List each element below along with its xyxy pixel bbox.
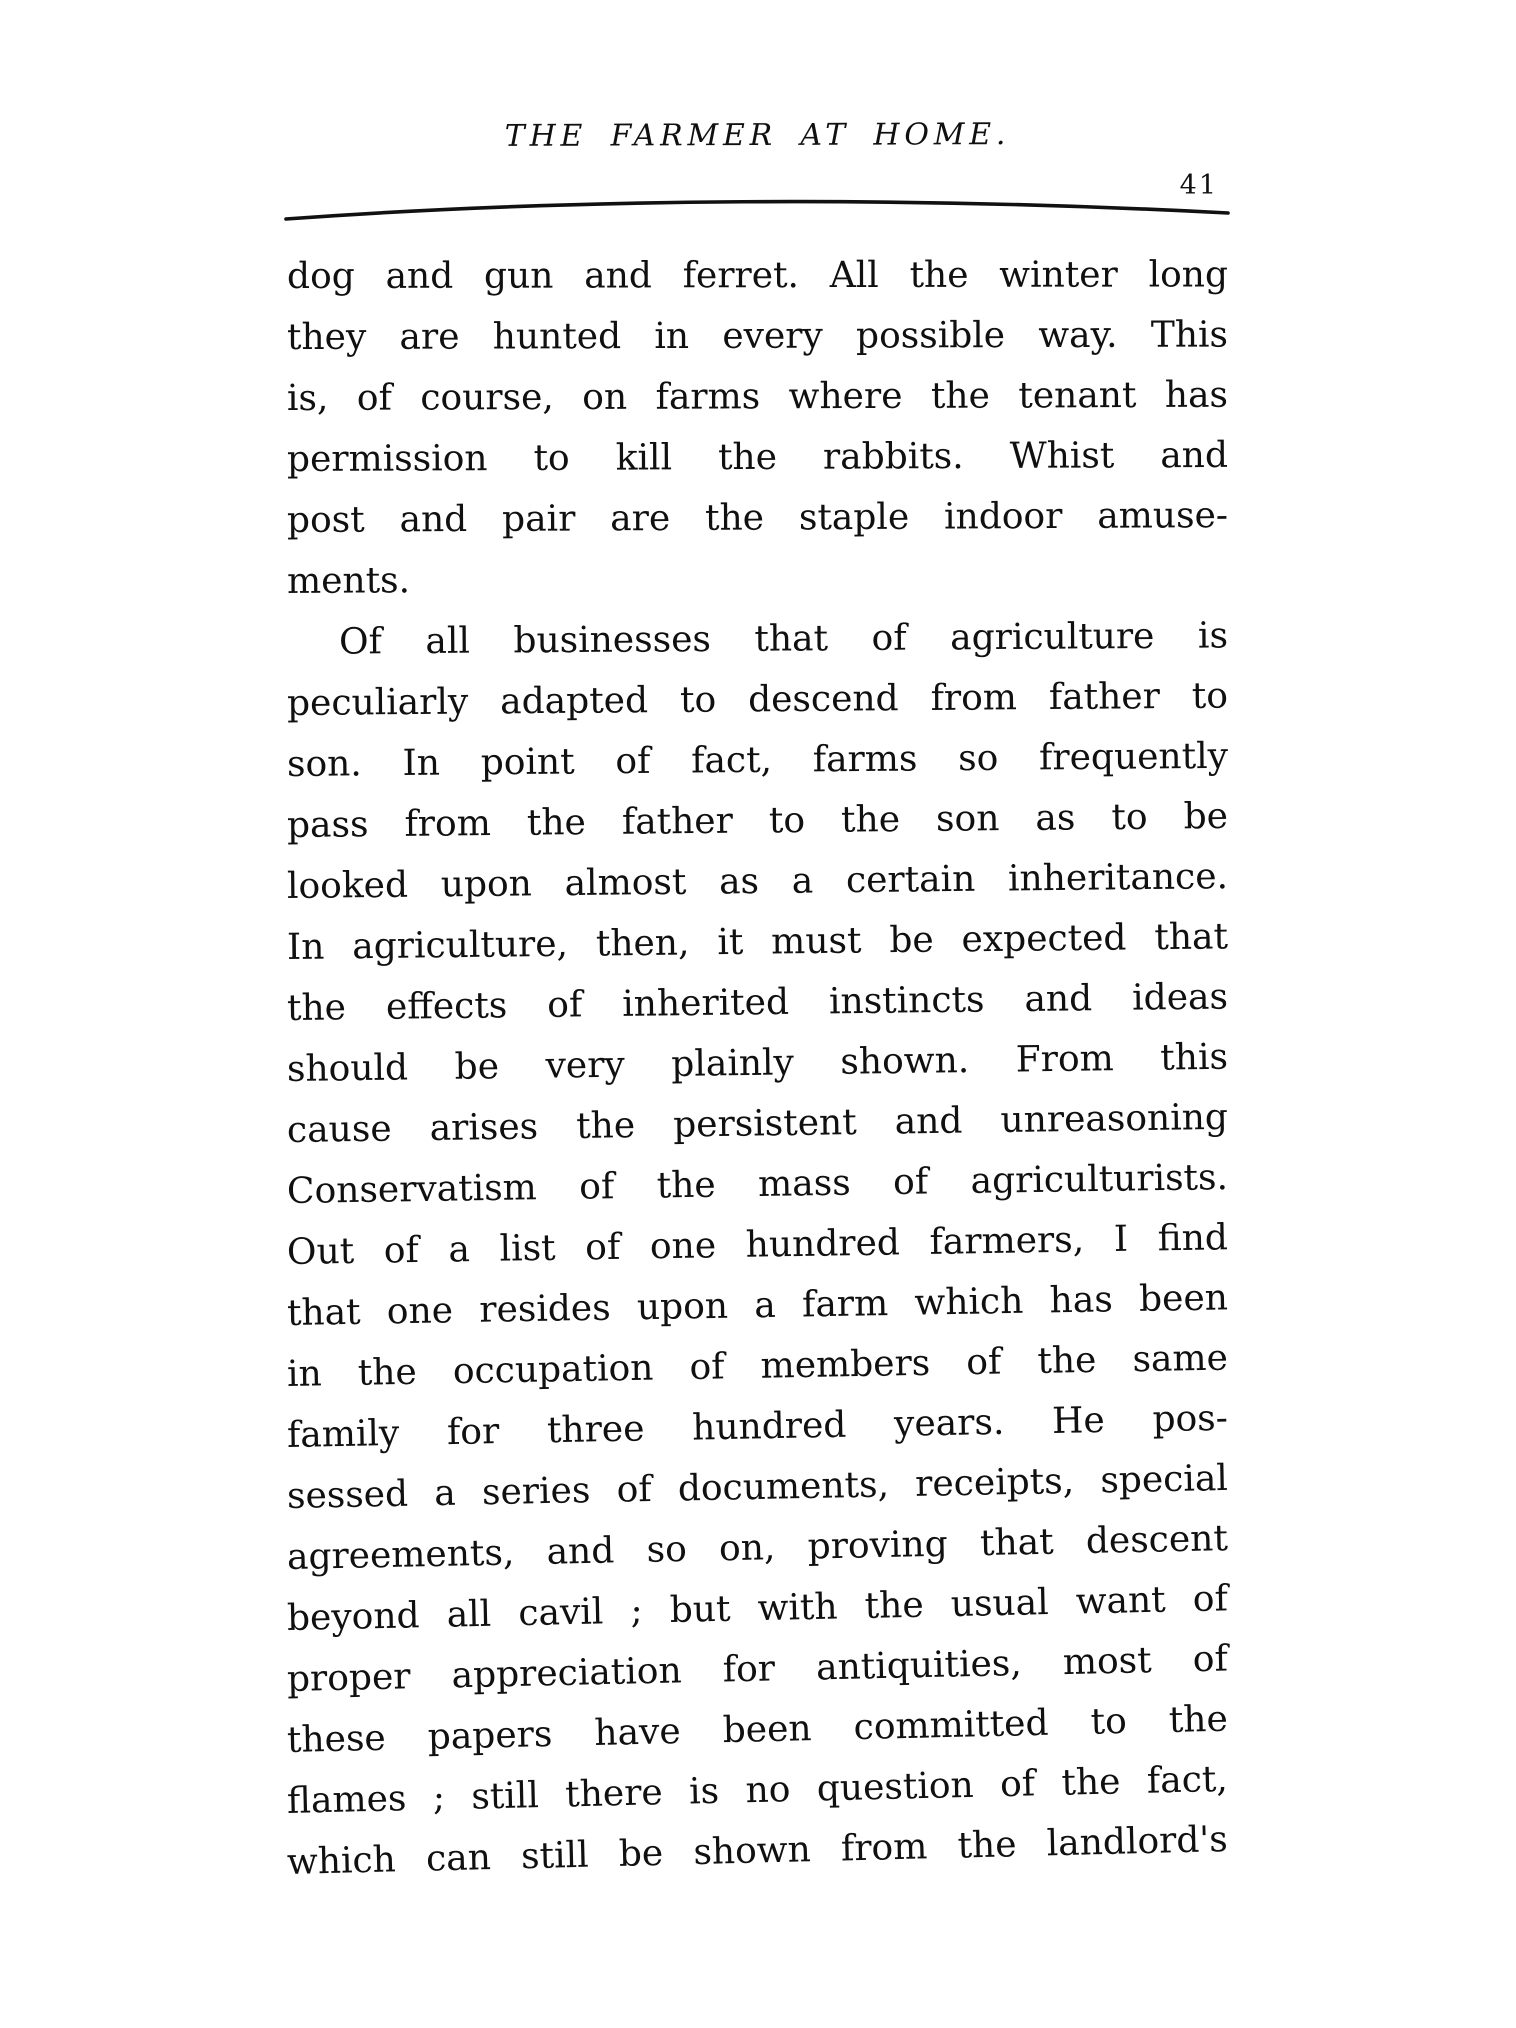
running-header-title: THE FARMER AT HOME. bbox=[504, 117, 1011, 154]
text-line: these papers have been committed to the bbox=[286, 1698, 1229, 1761]
text-line: looked upon almost as a certain inheritance. bbox=[286, 856, 1229, 907]
text-line: Out of a list of one hundred farmers, I find bbox=[286, 1217, 1229, 1273]
text-line: beyond all cavil ; but with the usual want of bbox=[286, 1578, 1229, 1639]
text-line: dog and gun and ferret. All the winter long bbox=[286, 254, 1229, 297]
text-line: they are hunted in every possible way. This bbox=[286, 314, 1229, 358]
page-body bbox=[287, 246, 1228, 1893]
text-line: the effects of inherited instincts and ideas bbox=[286, 976, 1229, 1029]
page-number: 41 bbox=[1179, 170, 1218, 201]
header-rule bbox=[283, 194, 1232, 224]
text-line: son. In point of fact, farms so frequently bbox=[286, 735, 1229, 785]
text-line: Conservatism of the mass of agriculturists. bbox=[286, 1157, 1229, 1212]
text-line: permission to kill the rabbits. Whist and bbox=[286, 434, 1229, 480]
text-line: agreements, and so on, proving that descent bbox=[286, 1518, 1229, 1578]
text-line: in the occupation of members of the same bbox=[286, 1337, 1229, 1395]
text-line: cause arises the persistent and unreasoning bbox=[286, 1096, 1229, 1151]
text-line: sessed a series of documents, receipts, special bbox=[286, 1457, 1229, 1517]
text-line: pass from the father to the son as to be bbox=[286, 795, 1229, 846]
text-line: should be very plainly shown. From this bbox=[286, 1036, 1229, 1090]
text-line: flames ; still there is no question of the fact, bbox=[286, 1758, 1229, 1822]
text-line: In agriculture, then, it must be expected that bbox=[286, 916, 1229, 968]
text-line: that one resides upon a farm which has been bbox=[286, 1277, 1229, 1334]
text-line: post and pair are the staple indoor amuse- bbox=[286, 495, 1229, 541]
text-line: peculiarly adapted to descend from father to bbox=[286, 675, 1229, 724]
text-line: is, of course, on farms where the tenant has bbox=[286, 374, 1229, 419]
text-line: family for three hundred years. He pos- bbox=[286, 1397, 1229, 1456]
text-line: which can still be shown from the landlord's bbox=[286, 1819, 1229, 1883]
text-line: ments. bbox=[286, 560, 411, 602]
text-line: Of all businesses that of agriculture is bbox=[338, 615, 1229, 663]
text-line: proper appreciation for antiquities, most of bbox=[286, 1638, 1229, 1700]
